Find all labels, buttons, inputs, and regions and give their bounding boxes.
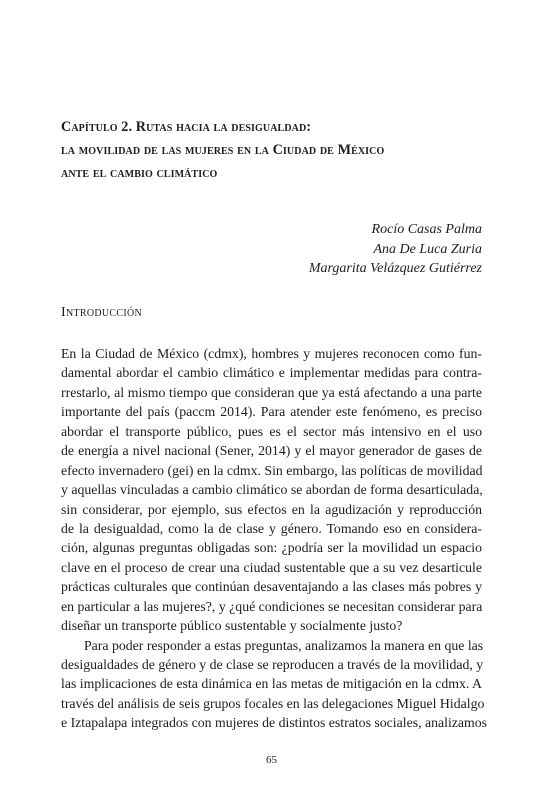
text-line: de energía a nivel nacional (Sener, 2014) y el mayor generador de gases de	[61, 443, 482, 459]
text-line: Para poder responder a estas preguntas, analizamos la manera en que las	[84, 637, 484, 653]
chapter-title-line-3: ante el cambio climático	[61, 165, 218, 181]
text-line: y aquellas vinculadas a cambio climático se abordan de forma desarticulada,	[61, 482, 483, 498]
author-name: Ana De Luca Zuria	[373, 241, 482, 257]
chapter-title-line-1: Capítulo 2. Rutas hacia la desigualdad:	[61, 119, 312, 135]
chapter-title	[61, 116, 481, 185]
text-line: de la desigualdad, como la de clase y género. Tomando eso en considera-	[61, 520, 482, 536]
text-line: sin considerar, por ejemplo, sus efectos en la agudización y reproducción	[61, 501, 482, 517]
text-line: prácticas culturales que continúan desaventajando a las clases más pobres y	[61, 579, 482, 595]
text-line: las implicaciones de esta dinámica en las metas de mitigación en la cdmx. A	[61, 676, 482, 692]
author-name: Rocío Casas Palma	[371, 222, 482, 237]
text-line: abordar el transporte público, pues es el sector más intensivo en el uso	[61, 423, 482, 439]
author-name: Margarita Velázquez Gutiérrez	[308, 261, 482, 276]
text-line: en particular a las mujeres?, y ¿qué condiciones se necesitan considerar para	[61, 598, 483, 614]
text-line: e Iztapalapa integrados con mujeres de distintos estratos sociales, analizamos	[61, 715, 488, 731]
section-heading: Introducción	[61, 305, 143, 320]
body-text	[61, 344, 488, 733]
text-line: efecto invernadero (gei) en la cdmx. Sin embargo, las políticas de movilidad	[61, 462, 483, 478]
chapter-title-line-2: la movilidad de las mujeres en la Ciudad de México	[61, 142, 385, 158]
text-line: En la Ciudad de México (cdmx), hombres y mujeres reconocen como fun-	[61, 346, 482, 361]
text-line: damental abordar el cambio climático e implementar medidas para contra-	[61, 365, 482, 381]
text-line: través del análisis de seis grupos focales en las delegaciones Miguel Hidalgo	[61, 695, 485, 711]
author-list	[309, 220, 482, 279]
text-line: diseñar un transporte público sustentable y socialmente justo?	[61, 618, 403, 634]
text-line: rrestarlo, al mismo tiempo que consideran que ya está afectando a una parte	[61, 384, 482, 400]
page-number: 65	[266, 754, 277, 766]
text-line: importante del país (paccm 2014). Para atender este fenómeno, es preciso	[61, 404, 482, 420]
text-line: ción, algunas preguntas obligadas son: ¿podría ser la movilidad un espacio	[61, 540, 482, 556]
text-line: desigualdades de género y de clase se reproducen a través de la movilidad, y	[61, 657, 484, 672]
text-line: clave en el proceso de crear una ciudad sustentable que a su vez desarticule	[61, 559, 482, 575]
